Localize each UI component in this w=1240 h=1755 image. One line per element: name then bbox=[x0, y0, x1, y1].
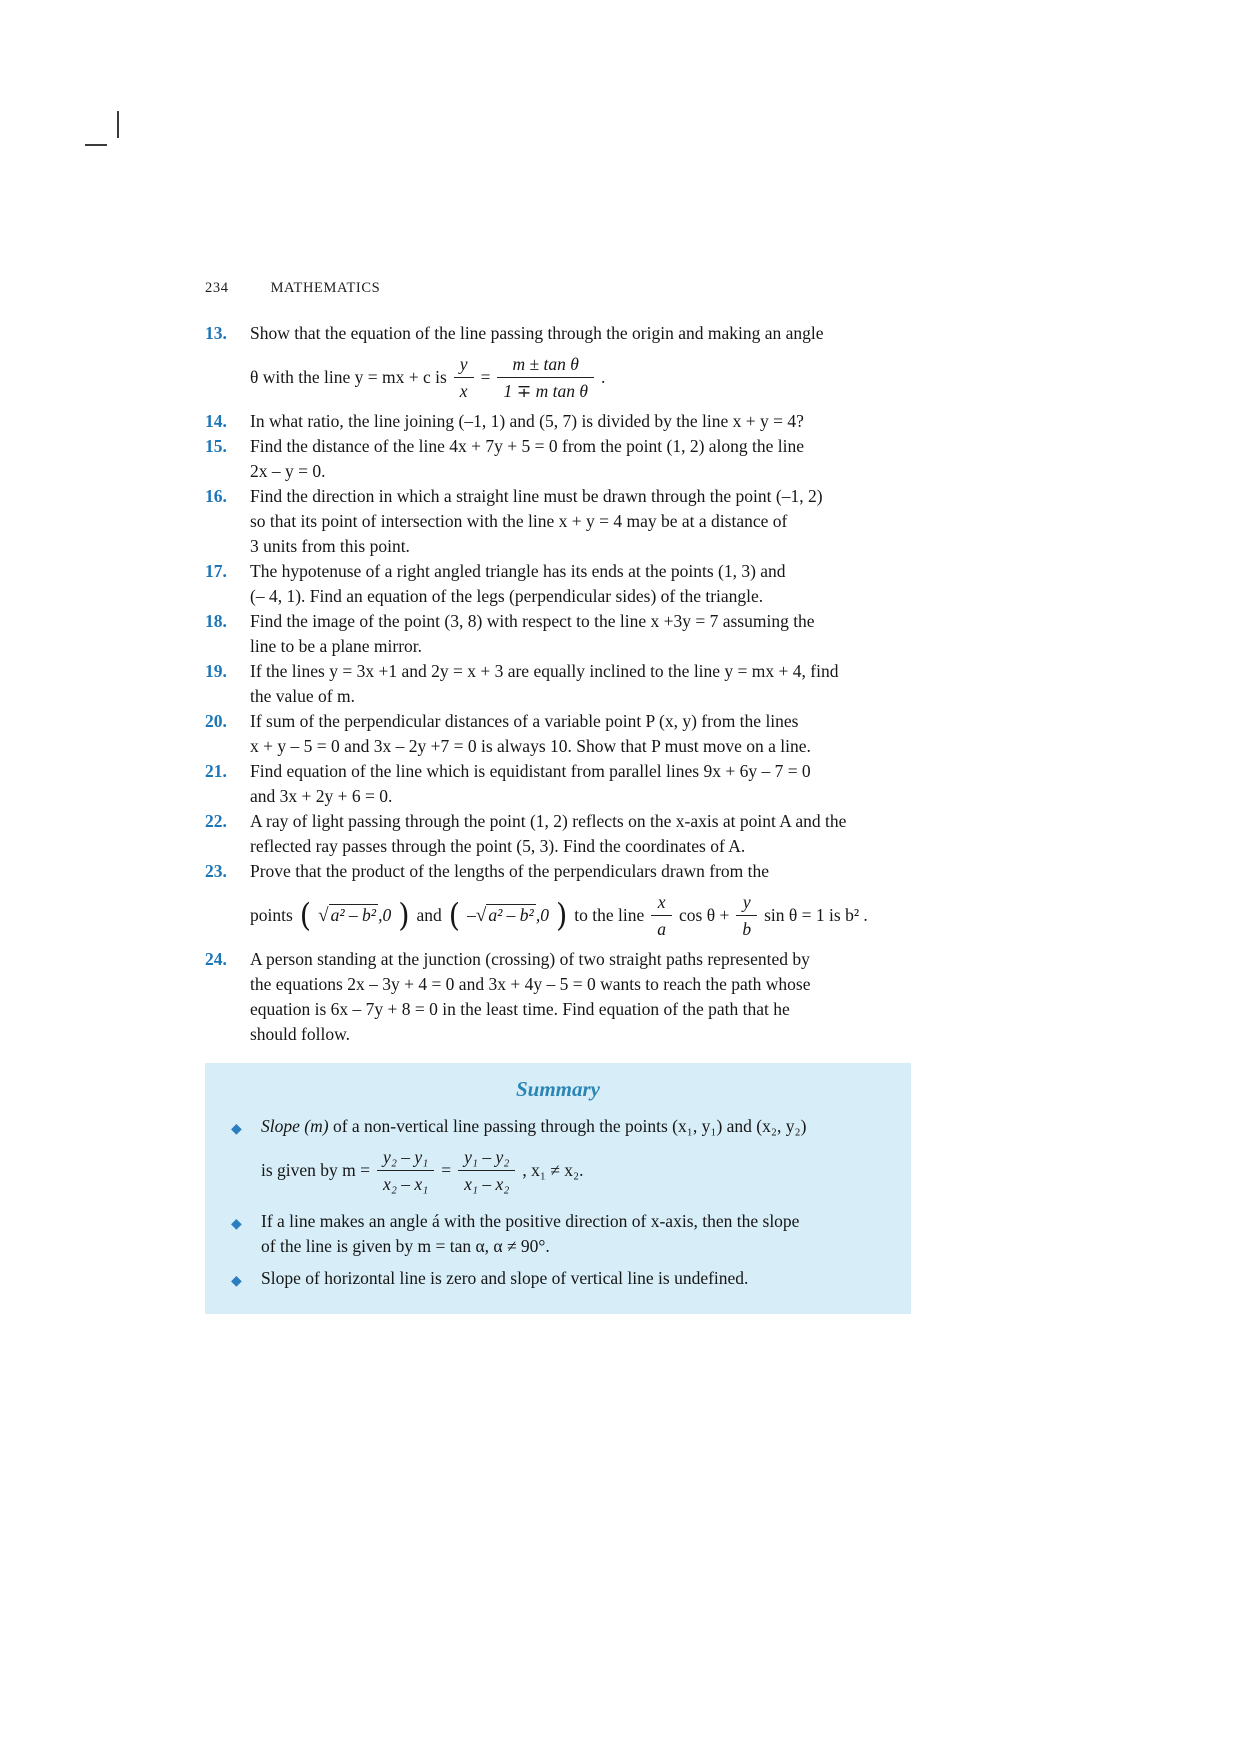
problem-22 bbox=[205, 809, 911, 859]
close-paren: ) bbox=[555, 896, 568, 934]
problem-15 bbox=[205, 434, 911, 484]
formula-text: and bbox=[416, 905, 442, 925]
problem-line: should follow. bbox=[250, 1024, 350, 1044]
problem-text bbox=[250, 434, 911, 484]
problem-line: Find the image of the point (3, 8) with respect to the line x +3y = 7 assuming the bbox=[250, 611, 815, 631]
fraction bbox=[651, 891, 672, 940]
problem-24 bbox=[205, 947, 911, 1047]
problem-20 bbox=[205, 709, 911, 759]
equals-sign: = bbox=[480, 367, 491, 387]
open-paren: ( bbox=[299, 896, 312, 934]
fraction-numerator: y bbox=[736, 891, 757, 916]
formula-text: θ with the line y = mx + c is bbox=[250, 367, 447, 387]
problem-line: A ray of light passing through the point (1, 2) reflects on the x-axis at point A and the bbox=[250, 811, 847, 831]
sqrt-icon: √ bbox=[475, 905, 487, 926]
bullet-lead: Slope (m) bbox=[261, 1116, 329, 1136]
formula-text: is given by m = bbox=[261, 1160, 371, 1180]
problem-line: 2x – y = 0. bbox=[250, 461, 326, 481]
problem-number: 15. bbox=[205, 436, 227, 456]
summary-bullet-horizontal-vertical bbox=[231, 1266, 885, 1294]
formula-text: cos θ + bbox=[679, 905, 730, 925]
formula-text: sin θ = 1 is b² . bbox=[764, 905, 868, 925]
sign: – bbox=[467, 905, 476, 925]
fraction-denominator: a bbox=[657, 919, 666, 939]
problem-text bbox=[250, 859, 911, 947]
sqrt-expression bbox=[318, 903, 391, 928]
problem-text bbox=[250, 484, 911, 559]
bullet-text bbox=[261, 1114, 885, 1202]
bullet-line bbox=[261, 1114, 885, 1139]
problem-line: the equations 2x – 3y + 4 = 0 and 3x + 4y – 5 = 0 wants to reach the path whose bbox=[250, 974, 811, 994]
radicand: a² – b² bbox=[330, 905, 377, 925]
problem-text bbox=[250, 321, 911, 409]
bullet-text bbox=[261, 1209, 885, 1259]
diamond-bullet-icon: ◆ bbox=[231, 1121, 242, 1137]
close-paren: ) bbox=[398, 896, 410, 934]
fraction-denominator: 1 ∓ m tan θ bbox=[503, 381, 588, 401]
formula-text: . bbox=[600, 367, 606, 387]
problem-number: 24. bbox=[205, 949, 227, 969]
summary-bullet-slope bbox=[231, 1114, 885, 1202]
problem-text bbox=[250, 559, 911, 609]
formula-text: points bbox=[250, 905, 293, 925]
formula-text: ,0 bbox=[378, 905, 392, 925]
problem-line: If the lines y = 3x +1 and 2y = x + 3 are equally inclined to the line y = mx + 4, find bbox=[250, 661, 839, 681]
fraction bbox=[736, 891, 757, 940]
problem-line: Show that the equation of the line passing through the origin and making an angle bbox=[250, 323, 824, 343]
fraction bbox=[497, 353, 594, 402]
fraction bbox=[458, 1146, 515, 1195]
fraction-numerator: y bbox=[454, 353, 474, 378]
open-paren: ( bbox=[448, 896, 461, 934]
problem-line: Find the direction in which a straight line must be drawn through the point (–1, 2) bbox=[250, 486, 823, 506]
chapter-header: MATHEMATICS bbox=[270, 280, 381, 296]
problem-line: Find the distance of the line 4x + 7y + 5 = 0 from the point (1, 2) along the line bbox=[250, 436, 805, 456]
summary-box bbox=[205, 1063, 911, 1314]
problem-text bbox=[250, 809, 911, 859]
problem-14 bbox=[205, 409, 911, 434]
problem-text bbox=[250, 947, 911, 1047]
problem-line: the value of m. bbox=[250, 686, 355, 706]
summary-bullet-angle bbox=[231, 1209, 885, 1259]
fraction-numerator: x bbox=[651, 891, 672, 916]
formula-line bbox=[250, 891, 911, 940]
page-number: 234 bbox=[205, 280, 229, 296]
fraction bbox=[454, 353, 474, 402]
bullet-text bbox=[261, 1266, 885, 1294]
fraction bbox=[377, 1146, 434, 1195]
radicand: a² – b² bbox=[488, 905, 534, 925]
summary-title: Summary bbox=[515, 1077, 601, 1101]
sqrt-icon: √ bbox=[318, 905, 329, 926]
problem-line: The hypotenuse of a right angled triangle has its ends at the points (1, 3) and bbox=[250, 561, 786, 581]
crop-mark-vertical bbox=[117, 111, 119, 138]
problem-23 bbox=[205, 859, 911, 947]
fraction-denominator: x₂ – x₁ bbox=[383, 1174, 429, 1194]
formula-line bbox=[250, 353, 911, 402]
problem-line: In what ratio, the line joining (–1, 1) and (5, 7) is divided by the line x + y = 4? bbox=[250, 411, 804, 431]
formula-line bbox=[261, 1146, 885, 1195]
problem-text bbox=[250, 659, 911, 709]
formula-text: , x₁ ≠ x₂. bbox=[522, 1160, 584, 1180]
problem-17 bbox=[205, 559, 911, 609]
problem-18 bbox=[205, 609, 911, 659]
problem-line: reflected ray passes through the point (5, 3). Find the coordinates of A. bbox=[250, 836, 746, 856]
problem-number: 13. bbox=[205, 323, 227, 343]
problem-line: (– 4, 1). Find an equation of the legs (perpendicular sides) of the triangle. bbox=[250, 586, 764, 606]
exercise-content bbox=[205, 321, 911, 1314]
equals-sign: = bbox=[441, 1160, 452, 1180]
formula-text: ,0 bbox=[535, 905, 549, 925]
bullet-line: Slope of horizontal line is zero and slope of vertical line is undefined. bbox=[261, 1268, 749, 1288]
problem-text bbox=[250, 609, 911, 659]
bullet-line: of the line is given by m = tan α, α ≠ 90°. bbox=[261, 1236, 550, 1256]
problem-line: A person standing at the junction (crossing) of two straight paths represented by bbox=[250, 949, 810, 969]
problem-line: Find equation of the line which is equidistant from parallel lines 9x + 6y – 7 = 0 bbox=[250, 761, 811, 781]
problem-line: x + y – 5 = 0 and 3x – 2y +7 = 0 is always 10. Show that P must move on a line. bbox=[250, 736, 811, 756]
fraction-denominator: x₁ – x₂ bbox=[464, 1174, 510, 1194]
problem-number: 17. bbox=[205, 561, 227, 581]
problem-line: so that its point of intersection with the line x + y = 4 may be at a distance of bbox=[250, 511, 788, 531]
diamond-bullet-icon: ◆ bbox=[231, 1216, 242, 1232]
problem-13 bbox=[205, 321, 911, 409]
diamond-bullet-icon: ◆ bbox=[231, 1273, 242, 1289]
fraction-numerator: y₂ – y₁ bbox=[377, 1146, 434, 1171]
problem-line: equation is 6x – 7y + 8 = 0 in the least time. Find equation of the path that he bbox=[250, 999, 790, 1019]
problem-number: 23. bbox=[205, 861, 227, 881]
problem-text bbox=[250, 759, 911, 809]
problem-text bbox=[250, 709, 911, 759]
bullet-line: If a line makes an angle á with the positive direction of x-axis, then the slope bbox=[261, 1211, 800, 1231]
formula-text: to the line bbox=[574, 905, 645, 925]
problem-number: 18. bbox=[205, 611, 227, 631]
problem-16 bbox=[205, 484, 911, 559]
problem-number: 16. bbox=[205, 486, 227, 506]
problem-number: 22. bbox=[205, 811, 227, 831]
problem-number: 20. bbox=[205, 711, 227, 731]
problem-19 bbox=[205, 659, 911, 709]
problem-line: 3 units from this point. bbox=[250, 536, 410, 556]
fraction-numerator: y₁ – y₂ bbox=[458, 1146, 515, 1171]
problem-line: and 3x + 2y + 6 = 0. bbox=[250, 786, 393, 806]
problem-line: line to be a plane mirror. bbox=[250, 636, 423, 656]
problem-line: If sum of the perpendicular distances of a variable point P (x, y) from the lines bbox=[250, 711, 799, 731]
sqrt-expression bbox=[467, 903, 549, 928]
fraction-denominator: x bbox=[459, 381, 468, 401]
problem-text bbox=[250, 409, 911, 434]
running-header bbox=[205, 280, 380, 297]
bullet-rest: of a non-vertical line passing through the points (x₁, y₁) and (x₂, y₂) bbox=[328, 1116, 807, 1136]
problem-line: Prove that the product of the lengths of the perpendiculars drawn from the bbox=[250, 861, 770, 881]
problem-number: 19. bbox=[205, 661, 227, 681]
crop-mark-horizontal bbox=[85, 144, 107, 146]
fraction-denominator: b bbox=[742, 919, 752, 939]
problem-number: 14. bbox=[205, 411, 227, 431]
problem-21 bbox=[205, 759, 911, 809]
problem-number: 21. bbox=[205, 761, 227, 781]
fraction-numerator: m ± tan θ bbox=[497, 353, 594, 378]
